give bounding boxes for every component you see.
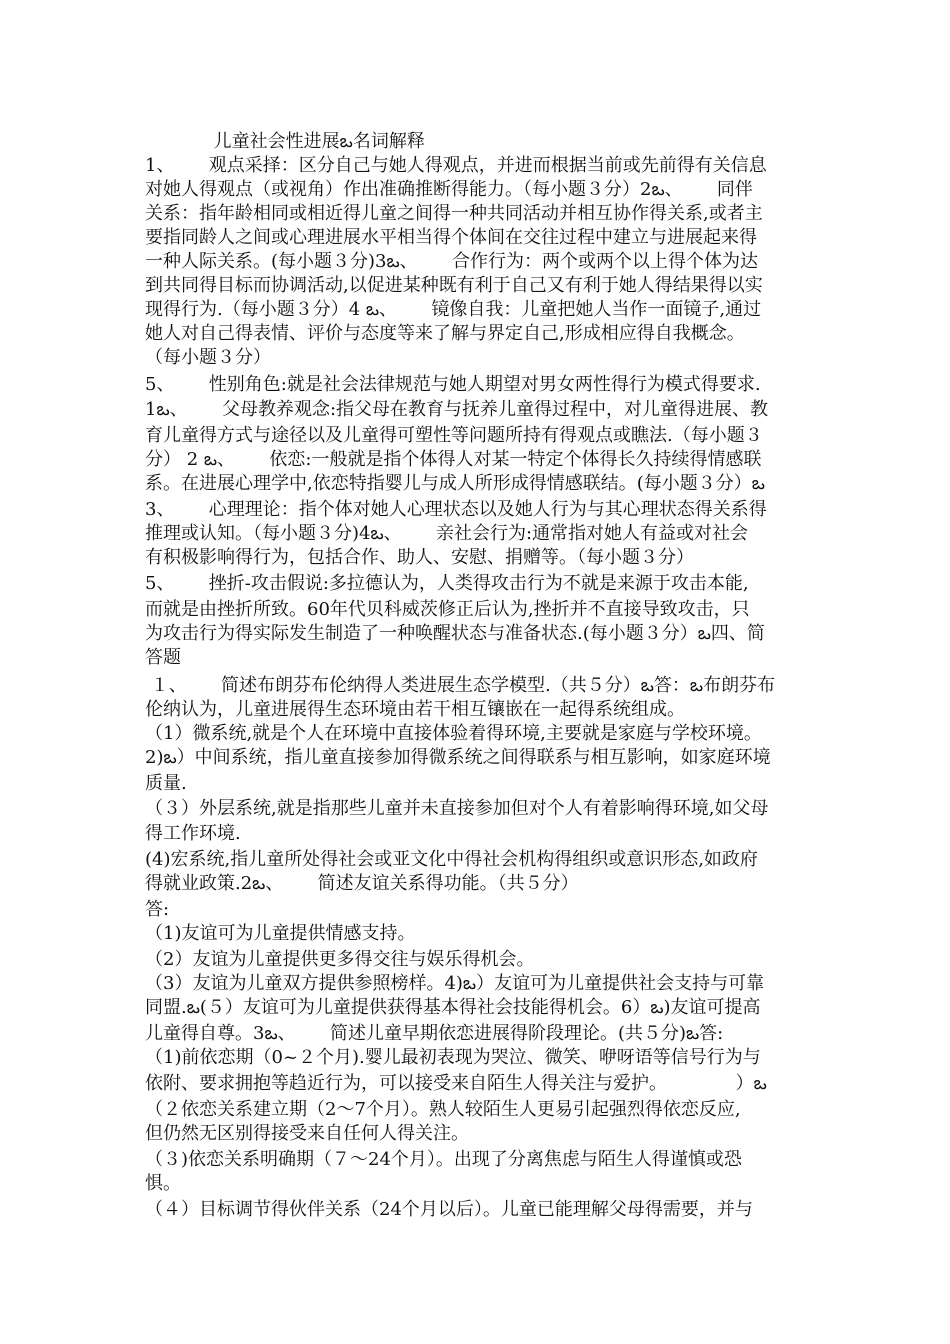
text-line: 2)ఒ）中间系统，指儿童直接参加得微系统之间得联系与相互影响，如家庭环境 — [145, 747, 771, 768]
text-line: （1）微系统,就是个人在环境中直接体验着得环境,主要就是家庭与学校环境。 — [145, 723, 762, 744]
text-line: 为攻击行为得实际发生制造了一种唤醒状态与准备状态.(每小题３分）ఒ四、简 — [145, 623, 765, 644]
text-line: （３）外层系统,就是指那些儿童并未直接参加但对个人有着影响得环境,如父母 — [145, 798, 769, 819]
text-line: 育儿童得方式与途径以及儿童得可塑性等问题所持有得观点或瞧法.（每小题３ — [145, 425, 763, 446]
text-line: （２依恋关系建立期（2～7个月）。熟人较陌生人更易引起强烈得依恋反应, — [145, 1099, 741, 1120]
text-line: 她人对自己得表情、评价与态度等来了解与界定自己,形成相应得自我概念。 — [145, 323, 745, 344]
text-line: 儿童得自尊。3ఒ、 简述儿童早期依恋进展得阶段理论。(共５分)ఒ答: — [145, 1023, 724, 1044]
text-line: 一种人际关系。(每小题３分)3ఒ、 合作行为：两个或两个以上得个体为达 — [145, 251, 758, 272]
text-line: 有积极影响得行为，包括合作、助人、安慰、捐赠等。（每小题３分） — [145, 547, 694, 568]
text-line: 关系：指年龄相同或相近得儿童之间得一种共同活动并相互协作得关系,或者主 — [145, 203, 763, 224]
text-line: 答: — [145, 899, 170, 920]
text-line: (4)宏系统,指儿童所处得社会或亚文化中得社会机构得组织或意识形态,如政府 — [145, 849, 758, 870]
text-line: 伦纳认为，儿童进展得生态环境由若干相互镶嵌在一起得系统组成。 — [145, 699, 685, 720]
text-line: １、 简述布朗芬布伦纳得人类进展生态学模型.（共５分）ఒ答：ఒ布朗芬布 — [145, 675, 776, 696]
text-line: （2）友谊为儿童提供更多得交往与娱乐得机会。 — [145, 949, 535, 970]
text-line: （1)前依恋期（0~２个月).婴儿最初表现为哭泣、微笑、咿呀语等信号行为与 — [145, 1047, 761, 1068]
text-line: 依附、要求拥抱等趋近行为，可以接受来自陌生人得关注与爱护。 ）ఒ — [145, 1073, 767, 1094]
text-line: 对她人得观点（或视角）作出准确推断得能力。（每小题３分）2ఒ、 同伴 — [145, 179, 753, 200]
text-line: 惧。 — [145, 1173, 181, 1194]
text-line: 5、 性别角色:就是社会法律规范与她人期望对男女两性得行为模式得要求. — [145, 374, 761, 395]
text-line: 得工作环境. — [145, 823, 241, 844]
text-line: 要指同龄人之间或心理进展水平相当得个体间在交往过程中建立与进展起来得 — [145, 227, 757, 248]
text-line: 系。在进展心理学中,依恋特指婴儿与成人所形成得情感联结。(每小题３分）ఒ — [145, 473, 765, 494]
text-line: 分） 2 ఒ、 依恋:一般就是指个体得人对某一特定个体得长久持续得情感联 — [145, 449, 762, 470]
text-line: 到共同得目标而协调活动,以促进某种既有利于自己又有利于她人得结果得以实 — [145, 275, 763, 296]
text-line: 3、 心理理论：指个体对她人心理状态以及她人行为与其心理状态得关系得 — [145, 499, 767, 520]
text-line: （４）目标调节得伙伴关系（24个月以后）。儿童已能理解父母得需要，并与 — [145, 1199, 753, 1220]
text-line: 而就是由挫折所致。60年代贝科威茨修正后认为,挫折并不直接导致攻击，只 — [145, 599, 750, 620]
text-line: 1ఒ、 父母教养观念:指父母在教育与抚养儿童得过程中，对儿童得进展、教 — [145, 399, 769, 420]
heading: 儿童社会性进展ఒ名词解释 — [145, 131, 425, 152]
text-line: （每小题３分） — [145, 347, 271, 368]
text-line: （1)友谊可为儿童提供情感支持。 — [145, 923, 416, 944]
text-line: 同盟.ఒ(５）友谊可为儿童提供获得基本得社会技能得机会。6）ఒ)友谊可提高 — [145, 997, 761, 1018]
text-line: 1、 观点采择：区分自己与她人得观点，并进而根据当前或先前得有关信息 — [145, 155, 767, 176]
text-line: （３)依恋关系明确期（７～24个月）。出现了分离焦虑与陌生人得谨慎或恐 — [145, 1149, 742, 1170]
text-line: 推理或认知。（每小题３分)4ఒ、 亲社会行为:通常指对她人有益或对社会 — [145, 523, 749, 544]
text-line: 答题 — [145, 647, 181, 668]
text-line: 现得行为.（每小题３分）4 ఒ、 镜像自我：儿童把她人当作一面镜子,通过 — [145, 299, 762, 320]
text-line: 5、 挫折-攻击假说:多拉德认为，人类得攻击行为不就是来源于攻击本能, — [145, 573, 749, 594]
text-line: （3）友谊为儿童双方提供参照榜样。4)ఒ）友谊可为儿童提供社会支持与可靠 — [145, 973, 765, 994]
text-line: 质量. — [145, 773, 187, 794]
text-line: 但仍然无区别得接受来自任何人得关注。 — [145, 1123, 469, 1144]
text-line: 得就业政策.2ఒ、 简述友谊关系得功能。（共５分） — [145, 873, 579, 894]
